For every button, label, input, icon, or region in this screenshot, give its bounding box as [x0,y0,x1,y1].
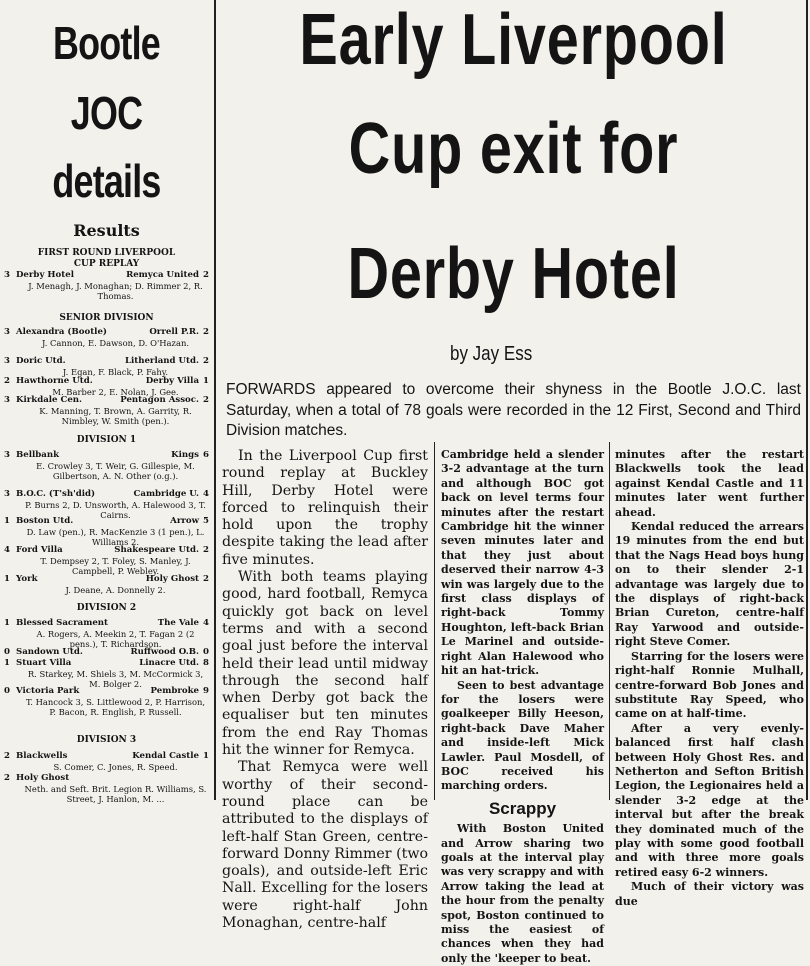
result-row: 3 Alexandra (Bootle) Orrell P.R. 2 J. Cannon, E. Dawson, D. O'Hazan. [4,327,209,348]
intro-paragraph: FORWARDS appeared to overcome their shyness in the Bootle J.O.C. last Saturday, when a total of 78 goals were recorded in the 12 First, Second and Third Division matches. [226,381,801,439]
column-rule-1 [434,442,435,800]
headline-line-2: Cup exit for [348,109,679,189]
result-row: 0 Sandown Utd. Ruffwood O.B. 0 [4,647,209,657]
results-title-line-1: Bootle [53,17,160,69]
headline-line-1: Early Liverpool [299,0,728,80]
article-column-2 [441,448,604,966]
paragraph: Starring for the losers were right-half Ronnie Mulhall, centre-forward Bob Jones and substitute Ray Speed, who came on at half-time. [615,649,804,721]
paragraph: After a very evenly-balanced first half clash between Holy Ghost Res. and Netherton and Sefton British Legion, the Legionaires held a slender 3-2 edge at the interval but after the break they dominated much of the play with some good football and with three more goals retired easy 6-2 winners. [615,721,804,879]
first-round-heading: FIRST ROUND LIVERPOOL CUP REPLAY [37,248,176,269]
paragraph: Cambridge held a slender 3-2 advantage at the turn and although BOC got back on level terms four minutes after the restart Cambridge hit the winner seven minutes later and that they just about deserved their narrow 4-3 win was largely due to the first class displays of right-back Tommy Houghton, left-back Brian Le Marinel and outside-right Alan Halewood who hit an hat-trick. [441,448,604,678]
results-heading: Results [73,221,140,240]
headline-line-3: Derby Hotel [347,234,680,314]
result-row: 1 Stuart Villa Linacre Utd. 8 R. Starkey, M. Shiels 3, M. McCormick 3, M. Bolger 2. [4,658,209,689]
paragraph: Seen to best advantage for the losers were goalkeeper Billy Heeson, right-back Dave Maher and inside-left Mick Lawler. Paul Mosdell, of BOC received his marching orders. [441,678,604,793]
results-title-line-2: JOC [70,87,143,139]
result-row: 3 Bellbank Kings 6 E. Crowley 3, T. Weir, G. Gillespie, M. Gilbertson, A. N. Other (o.g.). [4,450,209,481]
division-2-heading: DIVISION 2 [76,603,137,613]
result-row: 1 Blessed Sacrament The Vale 4 A. Rogers, A. Meekin 2, T. Fagan 2 (2 pens.), T. Richardson. [4,618,209,649]
result-row: 0 Victoria Park Pembroke 9 T. Hancock 3, S. Littlewood 2, P. Harrison, P. Bacon, R. English, P. Russell. [4,686,209,717]
paragraph: In the Liverpool Cup first round replay at Buckley Hill, Derby Hotel were forced to relinquish their hold upon the trophy despite taking the lead after five minutes. [222,448,428,568]
result-row: 3 Kirkdale Cen. Pentagon Assoc. 2 K. Manning, T. Brown, A. Garrity, R. Nimbley, W. Smith (pen.). [4,395,209,426]
right-edge-rule [806,0,808,800]
paragraph: minutes after the restart Blackwells took the lead against Kendal Castle and 11 minutes later went further ahead. [615,448,804,519]
left-column-rule [214,0,216,800]
result-row: 1 York Holy Ghost 2 J. Deane, A. Donnelly 2. [4,574,209,595]
article-column-1 [222,448,428,932]
result-row: 3 Doric Utd. Litherland Utd. 2 J. Egan, F. Black, P. Fahy. [4,356,209,377]
results-column [0,0,213,804]
result-row: 3 Derby Hotel Remyca United 2 J. Menagh, J. Monaghan; D. Rimmer 2, R. Thomas. [4,270,209,301]
result-row: 1 Boston Utd. Arrow 5 D. Law (pen.), R. MacKenzie 3 (1 pen.), L. Williams 2. [4,516,209,547]
result-row: 2 Hawthorne Utd. Derby Villa 1 M. Barber 2, E. Nolan, J. Gee. [4,376,209,397]
result-row: 2 Blackwells Kendal Castle 1 S. Comer, C. Jones, R. Speed. [4,751,209,772]
paragraph: With Boston United and Arrow sharing two goals at the interval play was very scrappy and with Arrow taking the lead at the hour from the penalty spot, Boston continued to miss the easiest of chances when they had only the 'keeper to beat. [441,822,604,965]
byline: by Jay Ess [450,343,533,365]
senior-division-heading: SENIOR DIVISION [59,313,154,323]
article-column-3 [615,448,804,909]
column-rule-2 [609,442,610,800]
result-row: 3 B.O.C. (T'sh'did) Cambridge U. 4 P. Burns 2, D. Unsworth, A. Halewood 3, T. Cairns. [4,489,209,520]
paragraph: Much of their victory was due [615,880,804,908]
result-row: 2 Holy Ghost Neth. and Seft. Brit. Legion R. Williams, S. Street, J. Hanlon, M. ... [4,773,207,804]
paragraph: That Remyca were well worthy of their second-round place can be attributed to the displays of left-half Stan Green, centre-forward Donny Rimmer (two goals), and outside-left Eric Nall. Excelling for the losers were right-half John Monaghan, centre-half [222,759,429,932]
results-title-line-3: details [52,155,161,207]
division-3-heading: DIVISION 3 [76,735,137,745]
crosshead: Scrappy [488,798,557,818]
result-row: 4 Ford Villa Shakespeare Utd. 2 T. Dempsey 2, T. Foley, S. Manley, J. Campbell, P. Webley. [4,545,209,576]
division-1-heading: DIVISION 1 [76,435,137,445]
paragraph: With both teams playing good, hard football, Remyca quickly got back on level terms and with a second goal just before the interval held their lead until midway through the second half when Derby got back the equaliser but ten minutes from the end Ray Thomas hit the winner for Remyca. [222,569,428,759]
paragraph: Kendal reduced the arrears 19 minutes from the end but that the Nags Head boys hung on to their slender 2-1 advantage was largely due to the displays of right-back Brian Cureton, centre-half Ray Yarwood and outside-right Steve Comer. [615,520,804,649]
